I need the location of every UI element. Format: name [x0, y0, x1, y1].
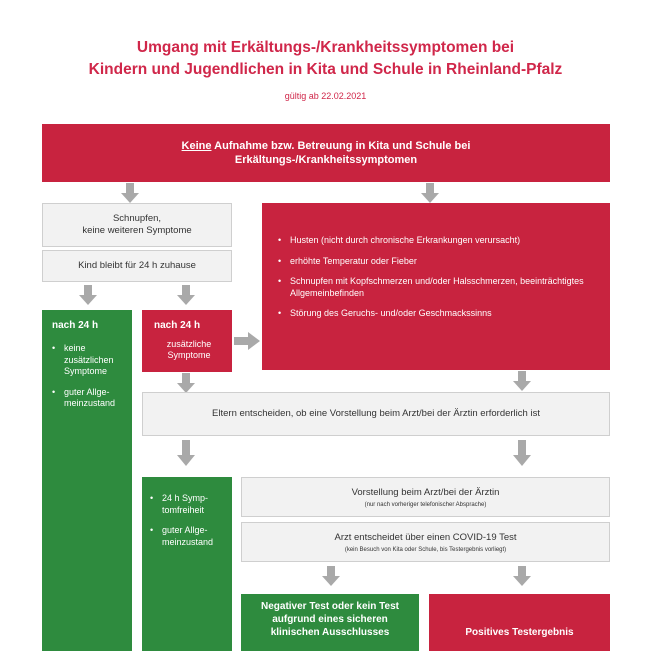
green-box-list: [52, 343, 126, 410]
box-symptoms: [262, 203, 610, 370]
symptom-item: • Husten (nicht durch chronische Erkrankungen verursacht): [278, 235, 596, 247]
top-box-line-1: [182, 139, 471, 153]
stay-home-text: Kind bleibt für 24 h zuhause: [78, 260, 196, 271]
arrow-right-icon: [234, 332, 260, 350]
green-item: • keine zusätzlichen Symptome: [52, 343, 126, 378]
box-stay-home: [42, 250, 232, 282]
box-parents-decide: [142, 392, 610, 436]
symptom-item: • erhöhte Temperatur oder Fieber: [278, 256, 596, 268]
arrow-down-icon: [121, 183, 139, 203]
green-box-2-list: [150, 493, 226, 548]
symptom-item: • Störung des Geruchs- und/oder Geschmackssinns: [278, 308, 596, 320]
keine-emphasis: Keine: [181, 140, 212, 152]
red-box-after-24h: [142, 310, 232, 372]
box-negative-test: [241, 594, 419, 651]
title-line-1: Umgang mit Erkältungs-/Krankheitssymptomen bei: [136, 39, 515, 56]
box-positive-test: [429, 594, 610, 651]
arrow-down-icon: [79, 285, 97, 305]
negative-test-text: Negativer Test oder kein Test aufgrund eines sicheren klinischen Ausschlusses: [260, 601, 399, 638]
arrow-down-icon: [177, 440, 195, 460]
box-cold-only: [42, 203, 232, 247]
doctor-visit-note: (nur nach vorheriger telefonischer Absprache): [364, 501, 487, 508]
arrow-down-icon: [513, 566, 531, 586]
arrow-down-icon: [513, 440, 531, 460]
red-small-text: zusätzliche Symptome: [166, 339, 212, 360]
doctor-visit-title: Vorstellung beim Arzt/bei der Ärztin: [351, 486, 500, 498]
symptom-list: [278, 235, 596, 320]
parents-decide-text: Eltern entscheiden, ob eine Vorstellung beim Arzt/bei der Ärztin erforderlich ist: [212, 408, 540, 419]
green-box-title: nach 24 h: [52, 320, 99, 331]
green-item: • 24 h Symp-tomfreiheit: [150, 493, 226, 516]
title-line-2: Kindern und Jugendlichen in Kita und Schule in Rheinland-Pfalz: [88, 61, 563, 78]
top-box-line-2: Erkältungs-/Krankheitssymptomen: [234, 154, 418, 166]
box-doctor-visit: [241, 477, 610, 517]
green-box-after-24h: [42, 310, 132, 651]
positive-test-text: Positives Testergebnis: [465, 627, 574, 638]
box-doctor-decides: [241, 522, 610, 562]
arrow-down-icon: [322, 566, 340, 586]
green-item: • guter Allge-meinzustand: [150, 525, 226, 548]
subtitle-validity: gültig ab 22.02.2021: [284, 91, 367, 101]
arrow-down-icon: [421, 183, 439, 203]
doctor-decides-note: (kein Besuch von Kita oder Schule, bis Testergebnis vorliegt): [344, 546, 507, 553]
green-item: • guter Allge-meinzustand: [52, 387, 126, 410]
top-box-line-1-rest: Aufnahme bzw. Betreuung in Kita und Schule bei: [211, 140, 471, 152]
arrow-down-icon: [177, 373, 195, 393]
top-box-no-admission: [42, 124, 610, 182]
cold-line-1: Schnupfen,: [112, 213, 162, 224]
green-box-symptom-free: [142, 477, 232, 651]
symptom-item: • Schnupfen mit Kopfschmerzen und/oder Halsschmerzen, beeinträchtigtes Allgemeinbefinden: [278, 276, 596, 299]
arrow-down-icon: [513, 371, 531, 391]
red-small-title: nach 24 h: [154, 320, 201, 331]
doctor-decides-text: Arzt entscheidet über einen COVID-19 Test: [334, 531, 517, 543]
cold-line-2: keine weiteren Symptome: [82, 225, 192, 236]
arrow-down-icon: [177, 285, 195, 305]
